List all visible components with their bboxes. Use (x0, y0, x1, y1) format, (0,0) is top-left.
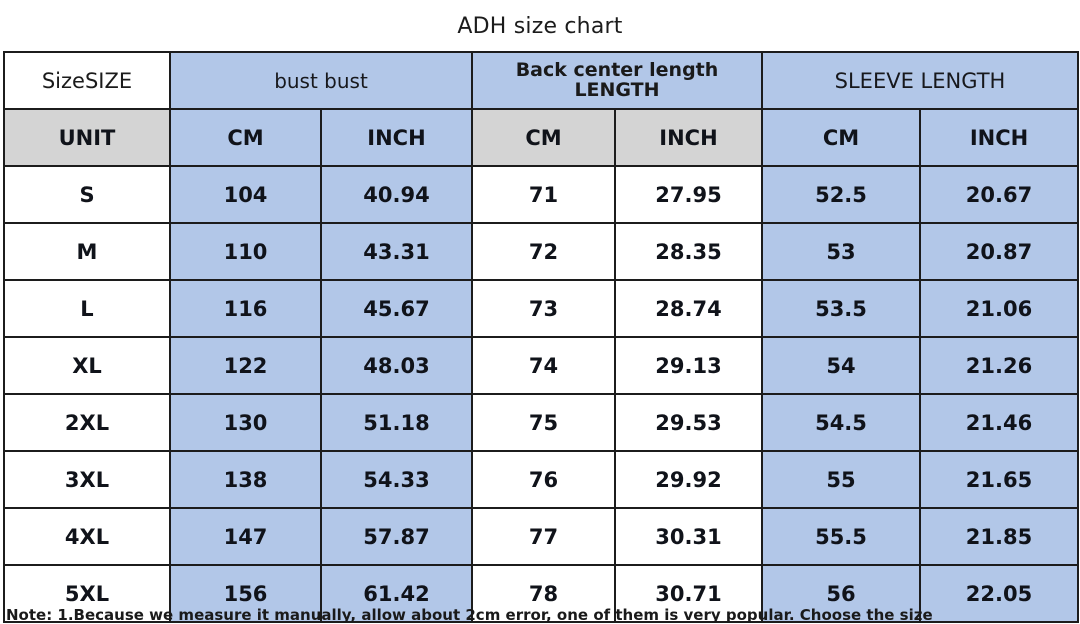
cell-bust-cm: 130 (170, 394, 321, 451)
cell-back-cm: 74 (472, 337, 615, 394)
cell-back-inch: 29.92 (615, 451, 762, 508)
cell-sleeve-inch: 20.87 (920, 223, 1078, 280)
cell-size: L (4, 280, 170, 337)
cell-bust-inch: 40.94 (321, 166, 472, 223)
cell-bust-inch: 57.87 (321, 508, 472, 565)
page-title: ADH size chart (457, 14, 623, 39)
cell-size: 2XL (4, 394, 170, 451)
header-back-line1: Back center length (515, 58, 719, 81)
cell-sleeve-inch: 20.67 (920, 166, 1078, 223)
table-row (4, 166, 1078, 223)
cell-bust-cm: 156 (170, 565, 321, 622)
cell-sleeve-inch: 21.85 (920, 508, 1078, 565)
cell-sleeve-cm: 54.5 (762, 394, 920, 451)
cell-back-inch: 30.31 (615, 508, 762, 565)
cell-size: 3XL (4, 451, 170, 508)
cell-size: 5XL (4, 565, 170, 622)
cell-back-inch: 28.74 (615, 280, 762, 337)
cell-sleeve-inch: 21.46 (920, 394, 1078, 451)
cell-back-inch: 29.53 (615, 394, 762, 451)
table-row (4, 223, 1078, 280)
cell-bust-cm: 104 (170, 166, 321, 223)
header-bust-cm: CM (170, 109, 321, 166)
cell-bust-cm: 110 (170, 223, 321, 280)
cell-bust-inch: 43.31 (321, 223, 472, 280)
cell-sleeve-cm: 55.5 (762, 508, 920, 565)
table-unit-header-row (4, 109, 1078, 166)
cell-size: 4XL (4, 508, 170, 565)
header-unit: UNIT (4, 109, 170, 166)
header-back-line2: LENGTH (574, 78, 660, 101)
cell-sleeve-inch: 21.06 (920, 280, 1078, 337)
cell-size: XL (4, 337, 170, 394)
cell-bust-cm: 147 (170, 508, 321, 565)
cell-back-cm: 76 (472, 451, 615, 508)
cell-bust-inch: 54.33 (321, 451, 472, 508)
table-row (4, 394, 1078, 451)
cell-bust-cm: 138 (170, 451, 321, 508)
header-sleeve-cm: CM (762, 109, 920, 166)
table-group-header-row (4, 52, 1078, 109)
header-back-inch: INCH (615, 109, 762, 166)
cell-bust-inch: 61.42 (321, 565, 472, 622)
cell-bust-inch: 45.67 (321, 280, 472, 337)
header-bust: bust bust (170, 52, 472, 109)
cell-back-cm: 75 (472, 394, 615, 451)
cell-sleeve-cm: 53 (762, 223, 920, 280)
cell-sleeve-cm: 53.5 (762, 280, 920, 337)
cell-sleeve-inch: 22.05 (920, 565, 1078, 622)
table-row (4, 337, 1078, 394)
cell-sleeve-inch: 21.26 (920, 337, 1078, 394)
header-bust-inch: INCH (321, 109, 472, 166)
cell-back-cm: 72 (472, 223, 615, 280)
cell-bust-inch: 48.03 (321, 337, 472, 394)
cell-back-inch: 28.35 (615, 223, 762, 280)
cell-sleeve-cm: 56 (762, 565, 920, 622)
cell-back-cm: 78 (472, 565, 615, 622)
header-size: SizeSIZE (4, 52, 170, 109)
cell-bust-cm: 122 (170, 337, 321, 394)
table-row (4, 508, 1078, 565)
table-row (4, 280, 1078, 337)
cell-back-cm: 77 (472, 508, 615, 565)
header-sleeve-length: SLEEVE LENGTH (762, 52, 1078, 109)
cell-bust-inch: 51.18 (321, 394, 472, 451)
cell-back-inch: 30.71 (615, 565, 762, 622)
size-chart-table (3, 51, 1079, 623)
table-row (4, 451, 1078, 508)
header-back-cm: CM (472, 109, 615, 166)
cell-sleeve-cm: 54 (762, 337, 920, 394)
cell-size: S (4, 166, 170, 223)
cell-back-inch: 29.13 (615, 337, 762, 394)
cell-back-inch: 27.95 (615, 166, 762, 223)
cell-size: M (4, 223, 170, 280)
header-sleeve-inch: INCH (920, 109, 1078, 166)
cell-sleeve-cm: 52.5 (762, 166, 920, 223)
cell-bust-cm: 116 (170, 280, 321, 337)
cell-sleeve-cm: 55 (762, 451, 920, 508)
header-back-center-length (472, 52, 762, 109)
cell-back-cm: 73 (472, 280, 615, 337)
cell-sleeve-inch: 21.65 (920, 451, 1078, 508)
measurement-note: Note: 1.Because we measure it manually, allow about 2cm error, one of them is very popular. Choose the size (6, 606, 933, 624)
cell-back-cm: 71 (472, 166, 615, 223)
